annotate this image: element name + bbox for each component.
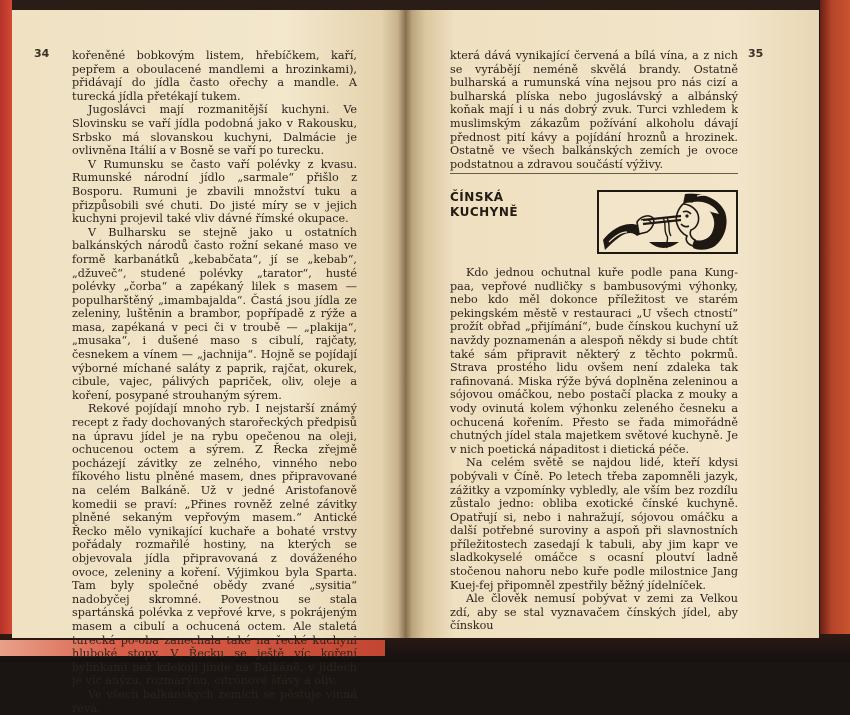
paragraph: Ve všech balkánských zemích se pěstuje vinná réva, [72, 687, 357, 715]
section-heading-line-1: ČÍNSKÁ [450, 190, 504, 204]
paragraph: V Rumunsku se často vaří polévky z kvasu. Rumunské národní jídlo „sarmale“ přišlo z Bosporu. Rumuni je zbavili množství tuku a přizpůsobili své chuti. Do jisté míry se v jejich kuchyni projevil také vliv dávné římské okupace. [72, 157, 357, 226]
right-page-top-text [450, 49, 738, 171]
paragraph: Ale člověk nemusí pobývat v zemi za Velkou zdí, aby se stal vyznavačem čínských jídel, aby čínskou [450, 592, 738, 633]
paragraph: kořeněné bobkovým listem, hřebíčkem, kaří, pepřem a oboulacené mandlemi a hrozinkami), přidávají do jídla často ořechy a mandle. A turecká jídla přetékají tukem. [72, 49, 357, 103]
paragraph: Na celém světě se najdou lidé, kteří kdysi pobývali v Číně. Po letech třeba zapomněli jazyk, zážitky a vzpomínky vybledly, ale vším bez rozdílu zůstalo jedno: obliba exotické čínské kuchyně. Opatřují si, nebo i nahražují, sójovou omáčku a další potřebné suroviny a aspoň při slavnostních příležitostech zasedají k tabuli, aby jim kapr ve sladkokyselé omáčce s ocasní ploutví ladně stočenou nahoru nebo kuře podle milostnice Jang Kuej-fej připomněl zpestřily běžný jídelníček. [450, 456, 738, 592]
section-heading-line-2: KUCHYNĚ [450, 205, 519, 219]
cover-left-edge [0, 0, 12, 662]
paragraph: V Bulharsku se stejně jako u ostatních balkánských národů často rožní sekané maso ve formě karbanátků „kebabčata“, jí se „kebab“, „džuveč“, studené polévky „tarator“, husté polévky „čorba“ a zapékaný lilek s masem — populharštěný „imambajalda“. Častá jsou jídla ze zeleniny, luštěnin a brambor, popřípadě z rýže a masa, zapékaná v peci či v troubě — „plakija“, „musaka“, i dušené maso s cibulí, rajčaty, česnekem a vínem — „jachnija“. Hojně se pojídají výborné míchané saláty z paprik, rajčat, okurek, cibule, vajec, pálivých papriček, oliv, oleje a koření, posypané strouhaným sýrem. [72, 225, 357, 402]
left-page-text [72, 49, 357, 715]
chinese-man-eating-with-chopsticks-illustration-icon [597, 190, 738, 254]
paragraph: Jugoslávci mají rozmanitější kuchyni. Ve Slovinsku se vaří jídla podobná jako v Rakousku, Srbsko má slovanskou kuchyni, Dalmácie je ovlivněna Itálií a v Bosně se vaří po turecku. [72, 103, 357, 158]
paragraph: Rekové pojídají mnoho ryb. I nejstarší známý recept z řady dochovaných starořeckých předpisů na úpravu jídel je na rybu opečenou na oleji, ochucenou octem a sýrem. Z Řecka zřejmě pocházejí závitky ze zelného, vinného nebo fíkového listu plněné masem, dnes připravované na celém Balkáně. Už v jedné Aristofanově komedii se praví: „Přines rovněž zelné závitky plněné sekaným vepřovým masem.“ Antické Řecko mělo vynikající kuchaře a bohaté vrstvy pořádaly rozmařilé hostiny, na kterých se objevovala jídla připravovaná z dováženého ovoce, zeleniny a koření. Výjimkou byla Sparta. Tam byly společné obědy zvané „sysitia“ nadobyčej skromné. Povestnou se stala spartánská polévka z vepřové krve, s pokrájeným masem a cibulí a ochucená octem. Ale staletá turecká po‑oba zanechala také na řecké kuchyni hluboké stopy. V Řecku se ještě víc koření bylinkami než kdekoli jinde na Balkáně, v jídlech je víc anýzu, rozmarýnu, citrónové šťávy a oliv. [72, 402, 357, 688]
left-page-number: 34 [34, 47, 50, 60]
cover-top-edge [0, 0, 850, 10]
paragraph: Kdo jednou ochutnal kuře podle pana Kung-paa, vepřové nudličky s bambusovými výhonky, nebo kdo měl dokonce příležitost ve starém pekingském městě v restauraci „U všech ctností“ prožít obřad „přijímání“, bude čínskou kuchyní už navždy poznamenán a alespoň někdy si bude chtít také sám připravit některý z těchto pokrmů. Strava prostého lidu ovšem není zdaleka tak rafinovaná. Miska rýže bývá doplněna zeleninou a sójovou omáčkou, nebo postačí placka z mouky a vody ovinutá kolem výhonku zeleného česneku a ochucená kořením. Přesto se řada mimořádně chutných jídel stala majetkem světové kuchyně. Je v nich poetická nápaditost i dietická péče. [450, 266, 738, 456]
book-gutter [398, 10, 412, 638]
section-divider-rule [450, 173, 738, 174]
right-page-number: 35 [748, 47, 764, 60]
right-page-bottom-text [450, 266, 738, 633]
cover-right-edge [820, 0, 850, 662]
section-heading [450, 190, 518, 220]
paragraph: která dává vynikající červená a bílá vína, a z nich se vyrábějí neméně skvělá brandy. Ostatně bulharská a rumunská vína nejsou pro nás cizí a bulharská plíska nebo jugoslávský a albánský koňak mají i u nás dobrý zvuk. Turci vzhledem k muslimským zákazům požívání alkoholu dávají přednost pití kávy a pojídání hroznů a hrozinek. Ostatně ve všech balkánských zemích je ovoce podstatnou a zdravou součástí výživy. [450, 49, 738, 171]
